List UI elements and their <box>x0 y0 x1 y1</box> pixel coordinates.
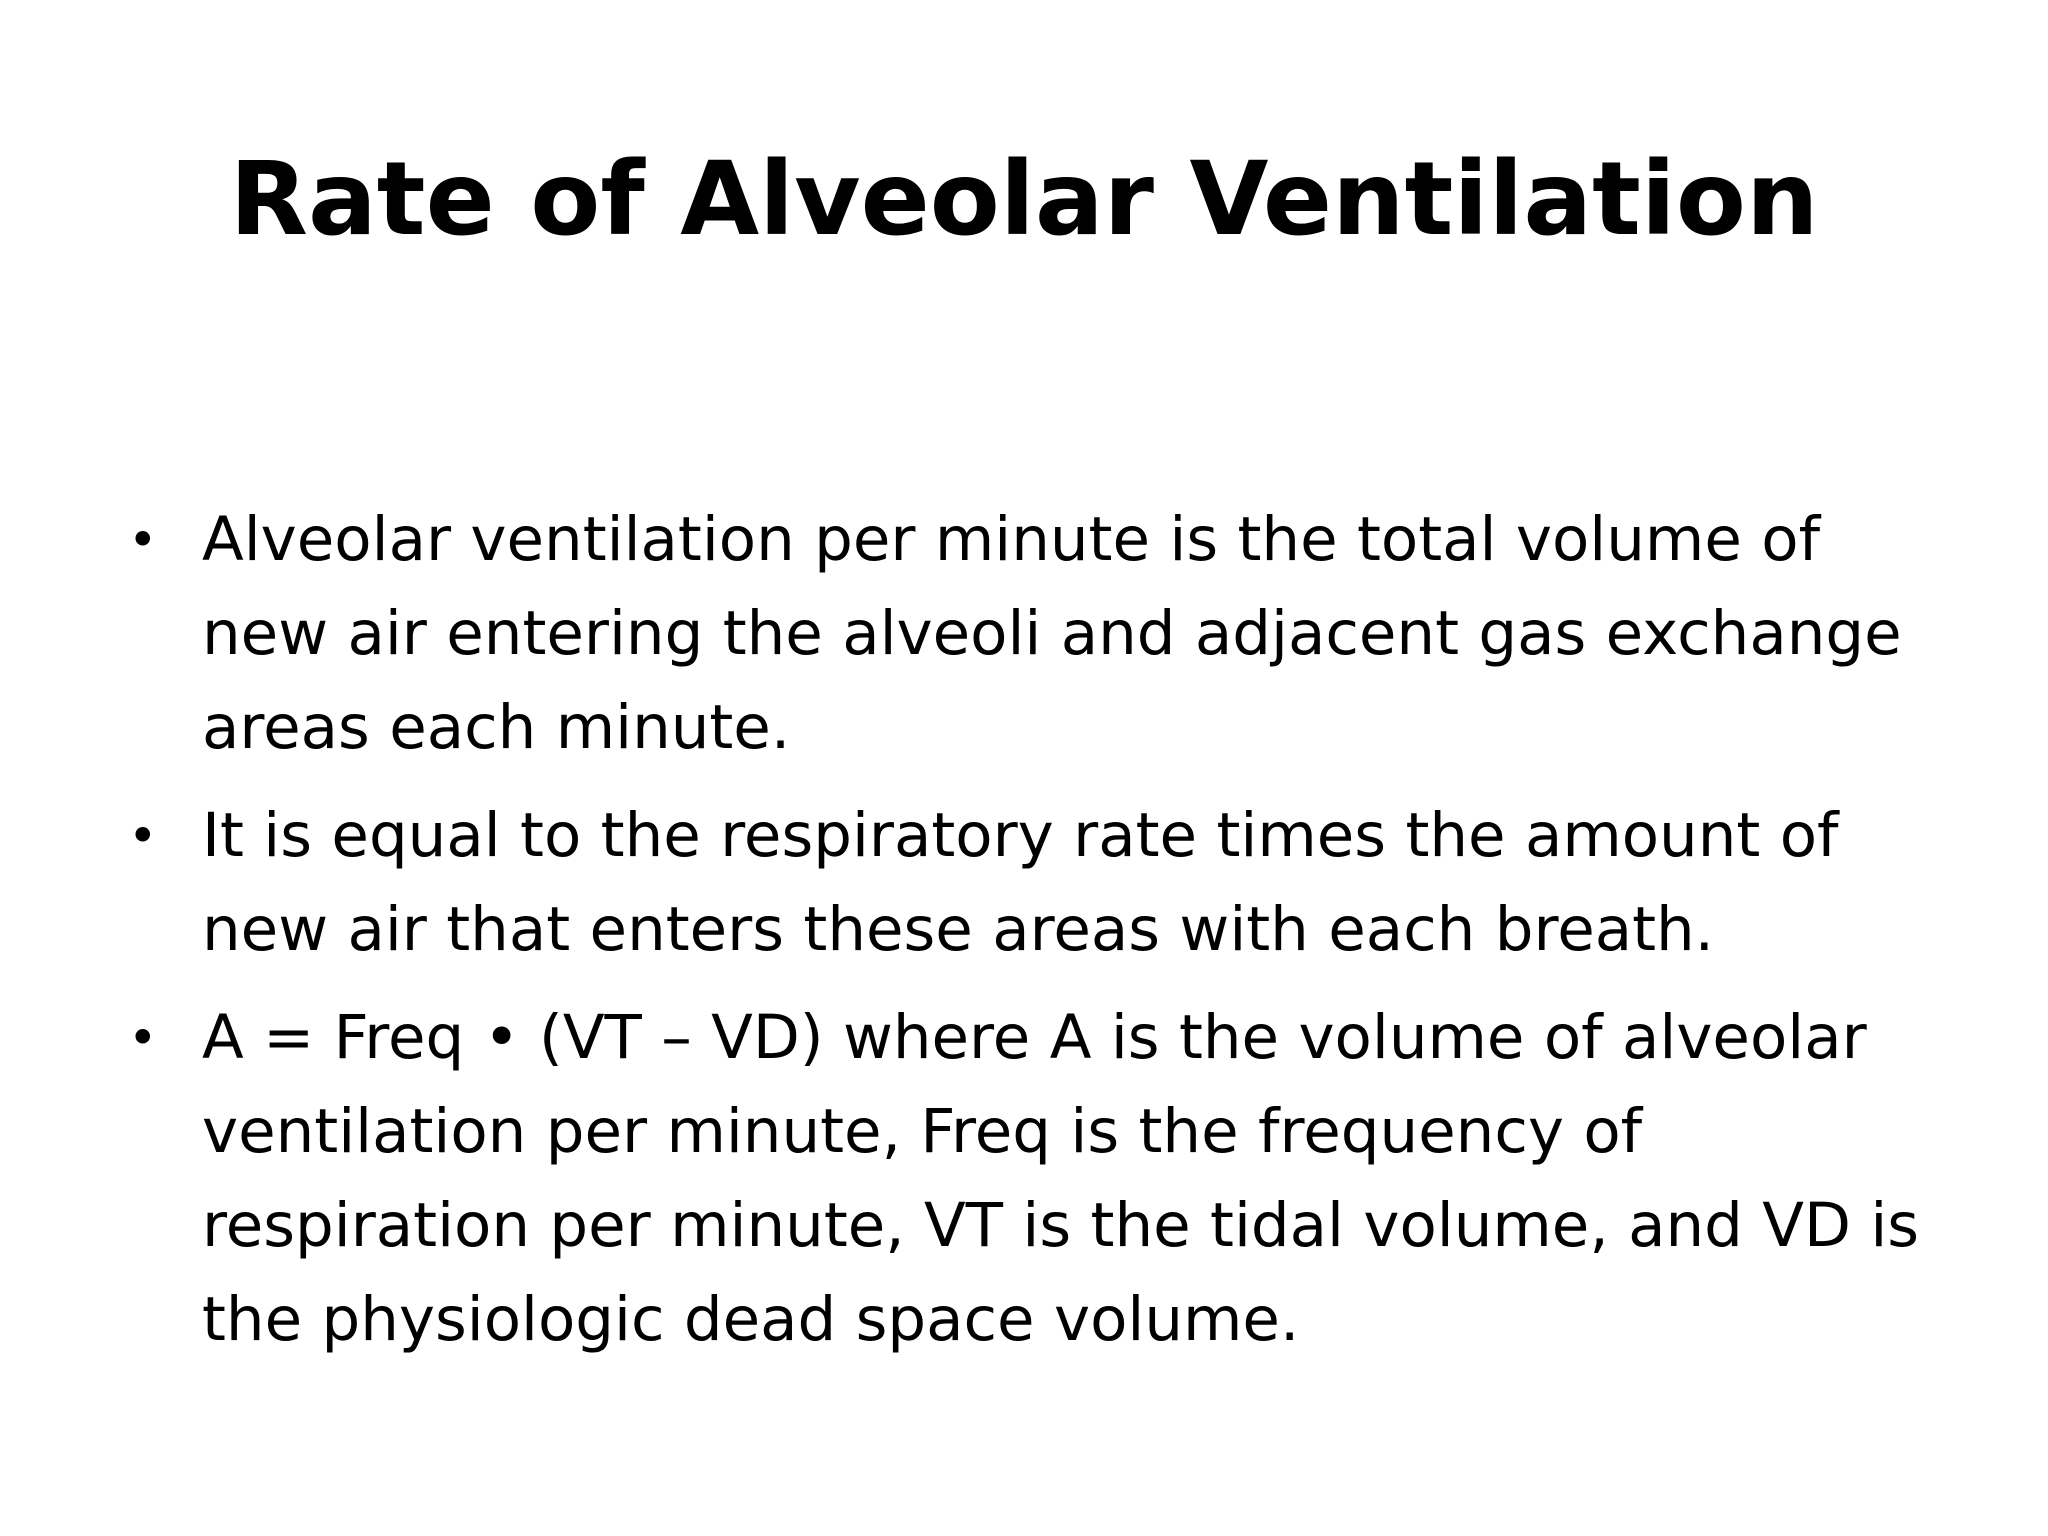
bullet-item <box>118 991 1958 1367</box>
bullet-icon: • <box>128 807 158 865</box>
bullet-item <box>118 493 1958 775</box>
bullet-item <box>118 789 1958 977</box>
bullet-icon: • <box>128 511 158 569</box>
bullet-icon: • <box>128 1009 158 1067</box>
bullet-text: Alveolar ventilation per minute is the total volume of new air entering the alveoli and adjacent gas exchange areas each minute. <box>202 504 1902 763</box>
bullet-list <box>118 493 1958 1381</box>
slide-title: Rate of Alveolar Ventilation <box>229 140 1819 259</box>
bullet-text: It is equal to the respiratory rate times the amount of new air that enters these areas with each breath. <box>202 800 1839 965</box>
bullet-text: A = Freq • (VT – VD) where A is the volume of alveolar ventilation per minute, Freq is the frequency of respiration per minute, VT is the tidal volume, and VD is the physiologic dead space volume. <box>202 1002 1920 1355</box>
